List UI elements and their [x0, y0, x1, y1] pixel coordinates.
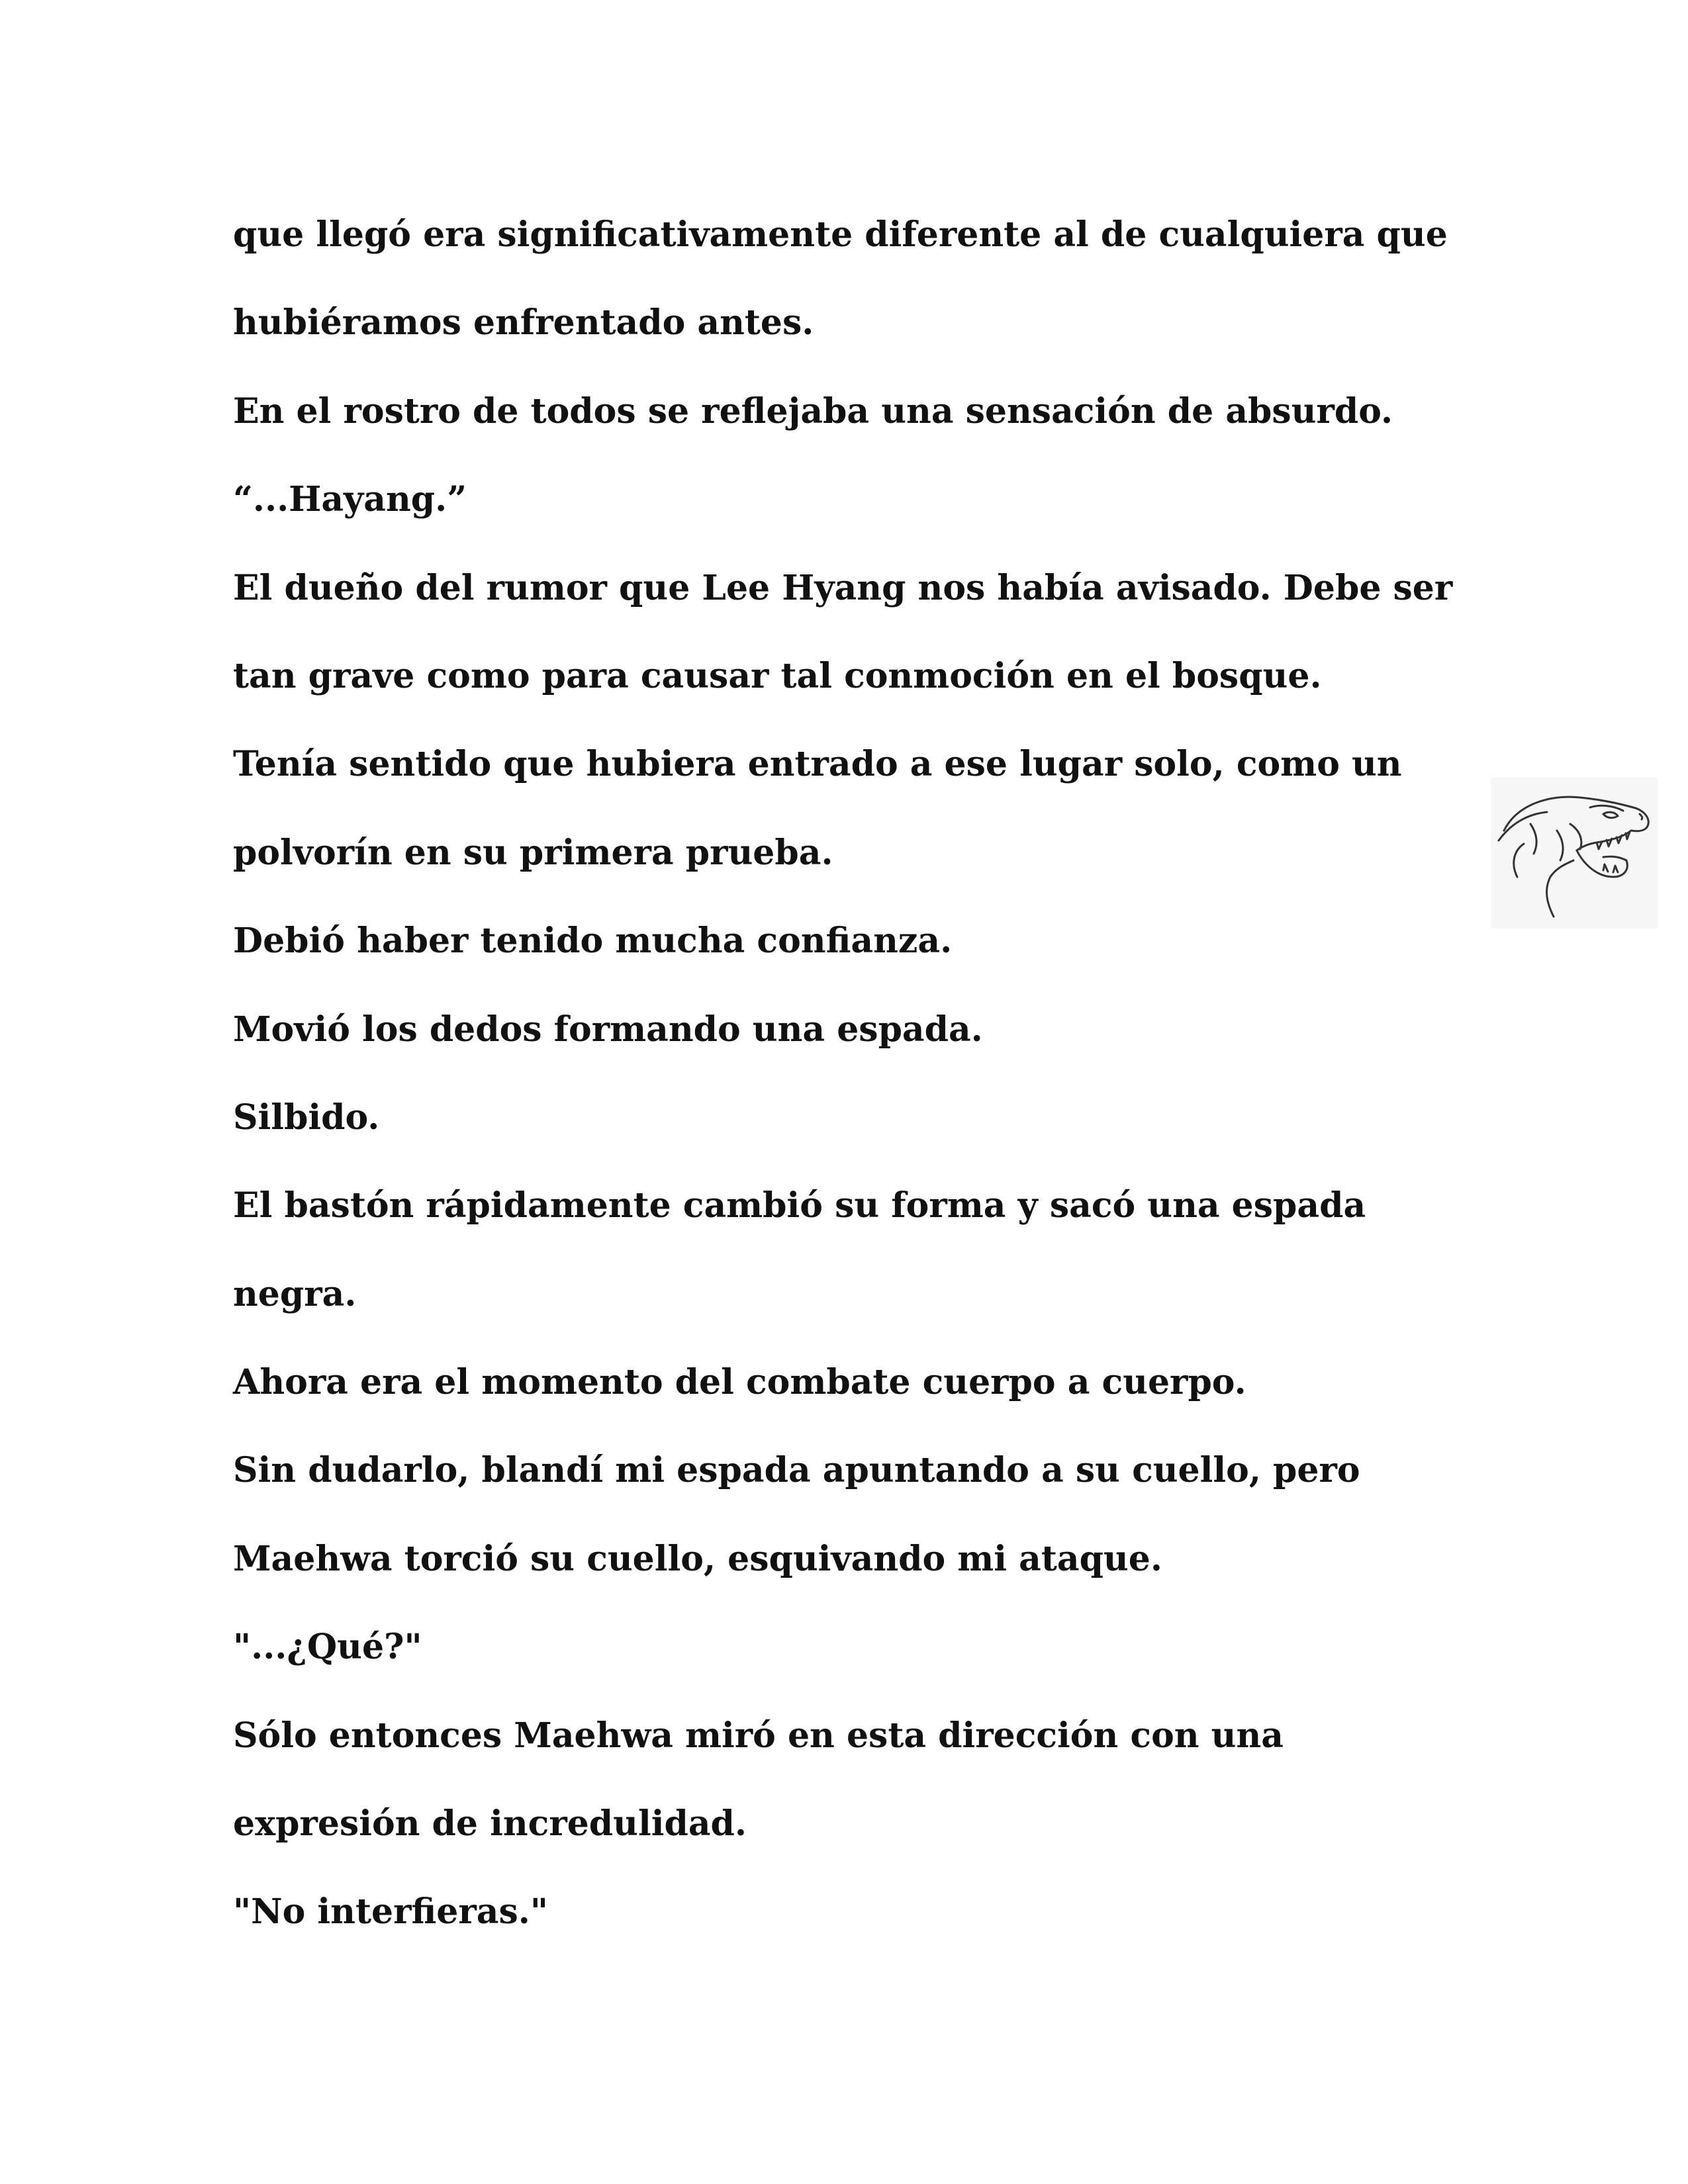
text-line: "...¿Qué?": [233, 1627, 422, 1668]
text-line: Movió los dedos formando una espada.: [233, 1009, 983, 1050]
text-line: Sólo entonces Maehwa miró en esta dirección con una: [233, 1715, 1284, 1756]
text-line: El dueño del rumor que Lee Hyang nos había avisado. Debe ser: [233, 567, 1453, 608]
dinosaur-head-sketch-icon: [1491, 778, 1658, 929]
text-line: Tenía sentido que hubiera entrado a ese lugar solo, como un: [233, 744, 1402, 785]
text-line: En el rostro de todos se reflejaba una sensación de absurdo.: [233, 390, 1393, 432]
text-line: "No interfieras.": [233, 1891, 548, 1933]
text-line: hubiéramos enfrentado antes.: [233, 302, 814, 343]
text-line: Sin dudarlo, blandí mi espada apuntando a su cuello, pero: [233, 1450, 1360, 1491]
text-line: que llegó era significativamente diferente al de cualquiera que: [233, 214, 1448, 255]
body-text: [233, 191, 1491, 1956]
text-line: Maehwa torció su cuello, esquivando mi ataque.: [233, 1538, 1162, 1579]
text-line: Ahora era el momento del combate cuerpo a cuerpo.: [233, 1362, 1246, 1403]
text-line: negra.: [233, 1273, 357, 1314]
text-line: expresión de incredulidad.: [233, 1803, 747, 1844]
text-line: tan grave como para causar tal conmoción en el bosque.: [233, 655, 1322, 696]
text-line: El bastón rápidamente cambió su forma y sacó una espada: [233, 1185, 1366, 1226]
text-line: Silbido.: [233, 1097, 380, 1138]
text-line: polvorín en su primera prueba.: [233, 832, 833, 873]
text-line: “...Hayang.”: [233, 479, 467, 520]
text-line: Debió haber tenido mucha confianza.: [233, 921, 953, 962]
